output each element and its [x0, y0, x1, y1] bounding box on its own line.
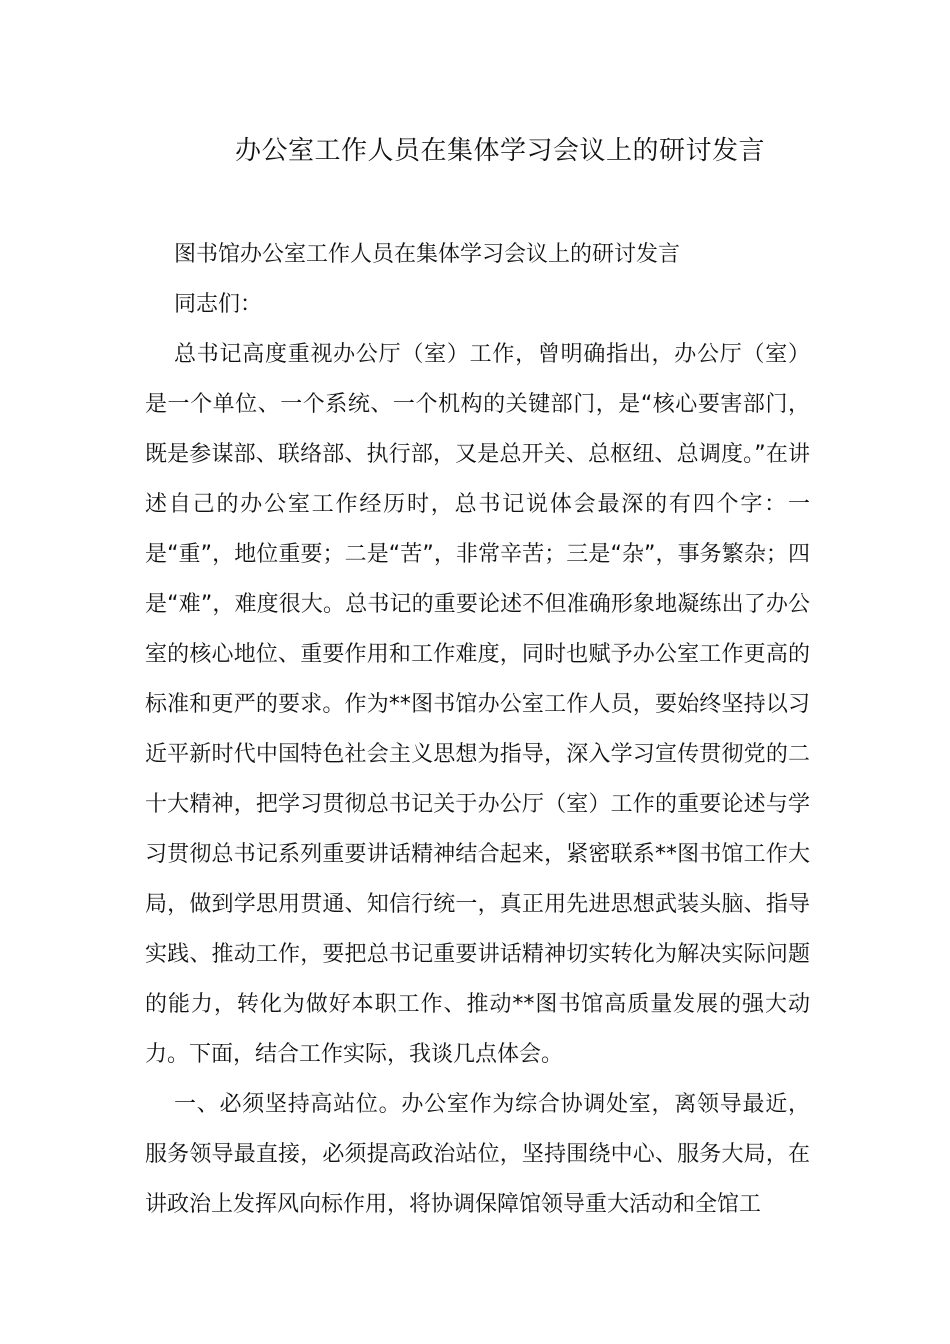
salutation-paragraph: 同志们：: [174, 292, 263, 317]
document-title: 办公室工作人员在集体学习会议上的研讨发言: [234, 136, 765, 166]
subtitle-paragraph: 图书馆办公室工作人员在集体学习会议上的研讨发言: [174, 242, 681, 267]
document-body: [145, 230, 810, 1230]
point-one-paragraph: 一、必须坚持高站位。办公室作为综合协调处室，离领导最近，服务领导最直接，必须提高政治站位，坚持围绕中心、服务大局，在讲政治上发挥风向标作用，将协调保障馆领导重大活动和全馆工: [145, 1092, 810, 1217]
intro-paragraph: 总书记高度重视办公厅（室）工作，曾明确指出，办公厅（室）是一个单位、一个系统、一个机构的关键部门，是“核心要害部门，既是参谋部、联络部、执行部，又是总开关、总枢纽、总调度。”在讲述自己的办公室工作经历时，总书记说体会最深的有四个字：一是“重”，地位重要；二是“苦”，非常辛苦；三是“杂”，事务繁杂；四是“难”，难度很大。总书记的重要论述不但准确形象地凝练出了办公室的核心地位、重要作用和工作难度，同时也赋予办公室工作更高的标准和更严的要求。作为**图书馆办公室工作人员，要始终坚持以习近平新时代中国特色社会主义思想为指导，深入学习宣传贯彻党的二十大精神，把学习贯彻总书记关于办公厅（室）工作的重要论述与学习贯彻总书记系列重要讲话精神结合起来，紧密联系**图书馆工作大局，做到学思用贯通、知信行统一，真正用先进思想武装头脑、指导实践、推动工作，要把总书记重要讲话精神切实转化为解决实际问题的能力，转化为做好本职工作、推动**图书馆高质量发展的强大动力。下面，结合工作实际，我谈几点体会。: [145, 342, 810, 1067]
